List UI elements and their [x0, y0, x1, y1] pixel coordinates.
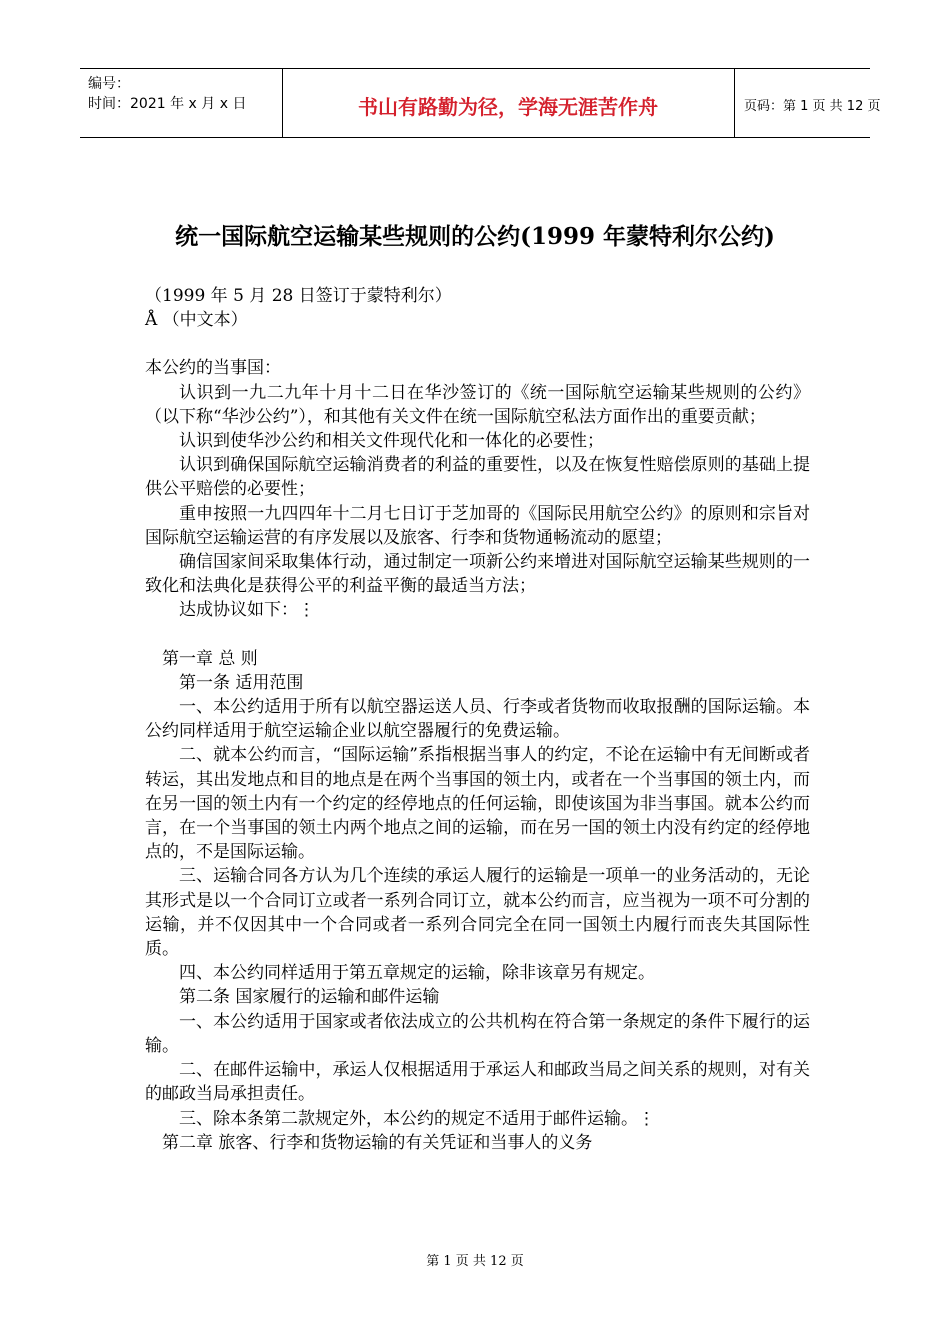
article-2-title: 第二条 国家履行的运输和邮件运输 — [179, 987, 440, 1008]
header-info-cell — [80, 69, 283, 137]
recital-2: 认识到使华沙公约和相关文件现代化和一体化的必要性； — [179, 431, 604, 452]
agreed-clause: 达成协议如下：⋮ — [179, 600, 315, 621]
signed-note: （1999 年 5 月 28 日签订于蒙特利尔） — [145, 286, 452, 306]
article-1-title: 第一条 适用范围 — [179, 672, 304, 693]
article-1-para-1: 一、本公约适用于所有以航空器运送人员、行李或者货物而收取报酬的国际运输。本公约同样适用于航空运输企业以航空器履行的免费运输。 — [145, 697, 810, 742]
article-2-para-3: 三、除本条第二款规定外，本公约的规定不适用于邮件运输。⋮ — [179, 1108, 655, 1129]
header-table — [80, 68, 881, 138]
parties-heading: 本公约的当事国： — [145, 358, 281, 379]
document-title: 统一国际航空运输某些规则的公约(1999 年蒙特利尔公约) — [175, 223, 775, 250]
article-2-para-2: 二、在邮件运输中，承运人仅根据适用于承运人和邮政当局之间关系的规则，对有关的邮政当局承担责任。 — [145, 1060, 810, 1105]
recital-5: 确信国家间采取集体行动，通过制定一项新公约来增进对国际航空运输某些规则的一致化和法典化是获得公平的利益平衡的最适当方法； — [145, 552, 810, 597]
recital-4: 重申按照一九四四年十二月七日订于芝加哥的《国际民用航空公约》的原则和宗旨对国际航空运输运营的有序发展以及旅客、行李和货物通畅流动的愿望； — [145, 503, 810, 548]
page-label: 页码：第 1 页 共 12 页 — [744, 99, 881, 114]
article-1-para-2: 二、就本公约而言，“国际运输”系指根据当事人的约定，不论在运输中有无间断或者转运，其出发地点和目的地点是在两个当事国的领土内，或者在一个当事国的领土内，而在另一国的领土内有一个约定的经停地点的任何运输，即使该国为非当事国。就本公约而言，在一个当事国的领土内两个地点之间的运输，而在另一国的领土内没有约定的经停地点的，不是国际运输。 — [145, 745, 810, 863]
article-1-para-3: 三、运输合同各方认为几个连续的承运人履行的运输是一项单一的业务活动的，无论其形式是以一个合同订立或者一系列合同订立，就本公约而言，应当视为一项不可分割的运输，并不仅因其中一个合同或者一系列合同完全在同一国领土内履行而丧失其国际性质。 — [145, 866, 810, 960]
version-note: Å （中文本） — [145, 310, 248, 331]
header-motto-cell — [282, 69, 735, 137]
article-1-para-4: 四、本公约同样适用于第五章规定的运输，除非该章另有规定。 — [179, 963, 655, 984]
recital-3: 认识到确保国际航空运输消费者的利益的重要性，以及在恢复性赔偿原则的基础上提供公平赔偿的必要性； — [145, 455, 810, 500]
recital-1: 认识到一九二九年十月十二日在华沙签订的《统一国际航空运输某些规则的公约》（以下称“华沙公约”），和其他有关文件在统一国际航空私法方面作出的重要贡献； — [145, 382, 810, 427]
chapter-1-heading: 第一章 总 则 — [162, 648, 258, 669]
number-label: 编号： — [88, 76, 130, 92]
document-body — [145, 284, 810, 1155]
motto-text: 书山有路勤为径，学海无涯苦作舟 — [358, 95, 658, 119]
header-page-cell — [734, 69, 881, 137]
time-label: 时间：2021 年 x 月 x 日 — [88, 96, 247, 112]
page-footer: 第 1 页 共 12 页 — [426, 1254, 524, 1269]
article-2-para-1: 一、本公约适用于国家或者依法成立的公共机构在符合第一条规定的条件下履行的运输。 — [145, 1011, 810, 1056]
chapter-2-heading: 第二章 旅客、行李和货物运输的有关凭证和当事人的义务 — [162, 1132, 593, 1153]
